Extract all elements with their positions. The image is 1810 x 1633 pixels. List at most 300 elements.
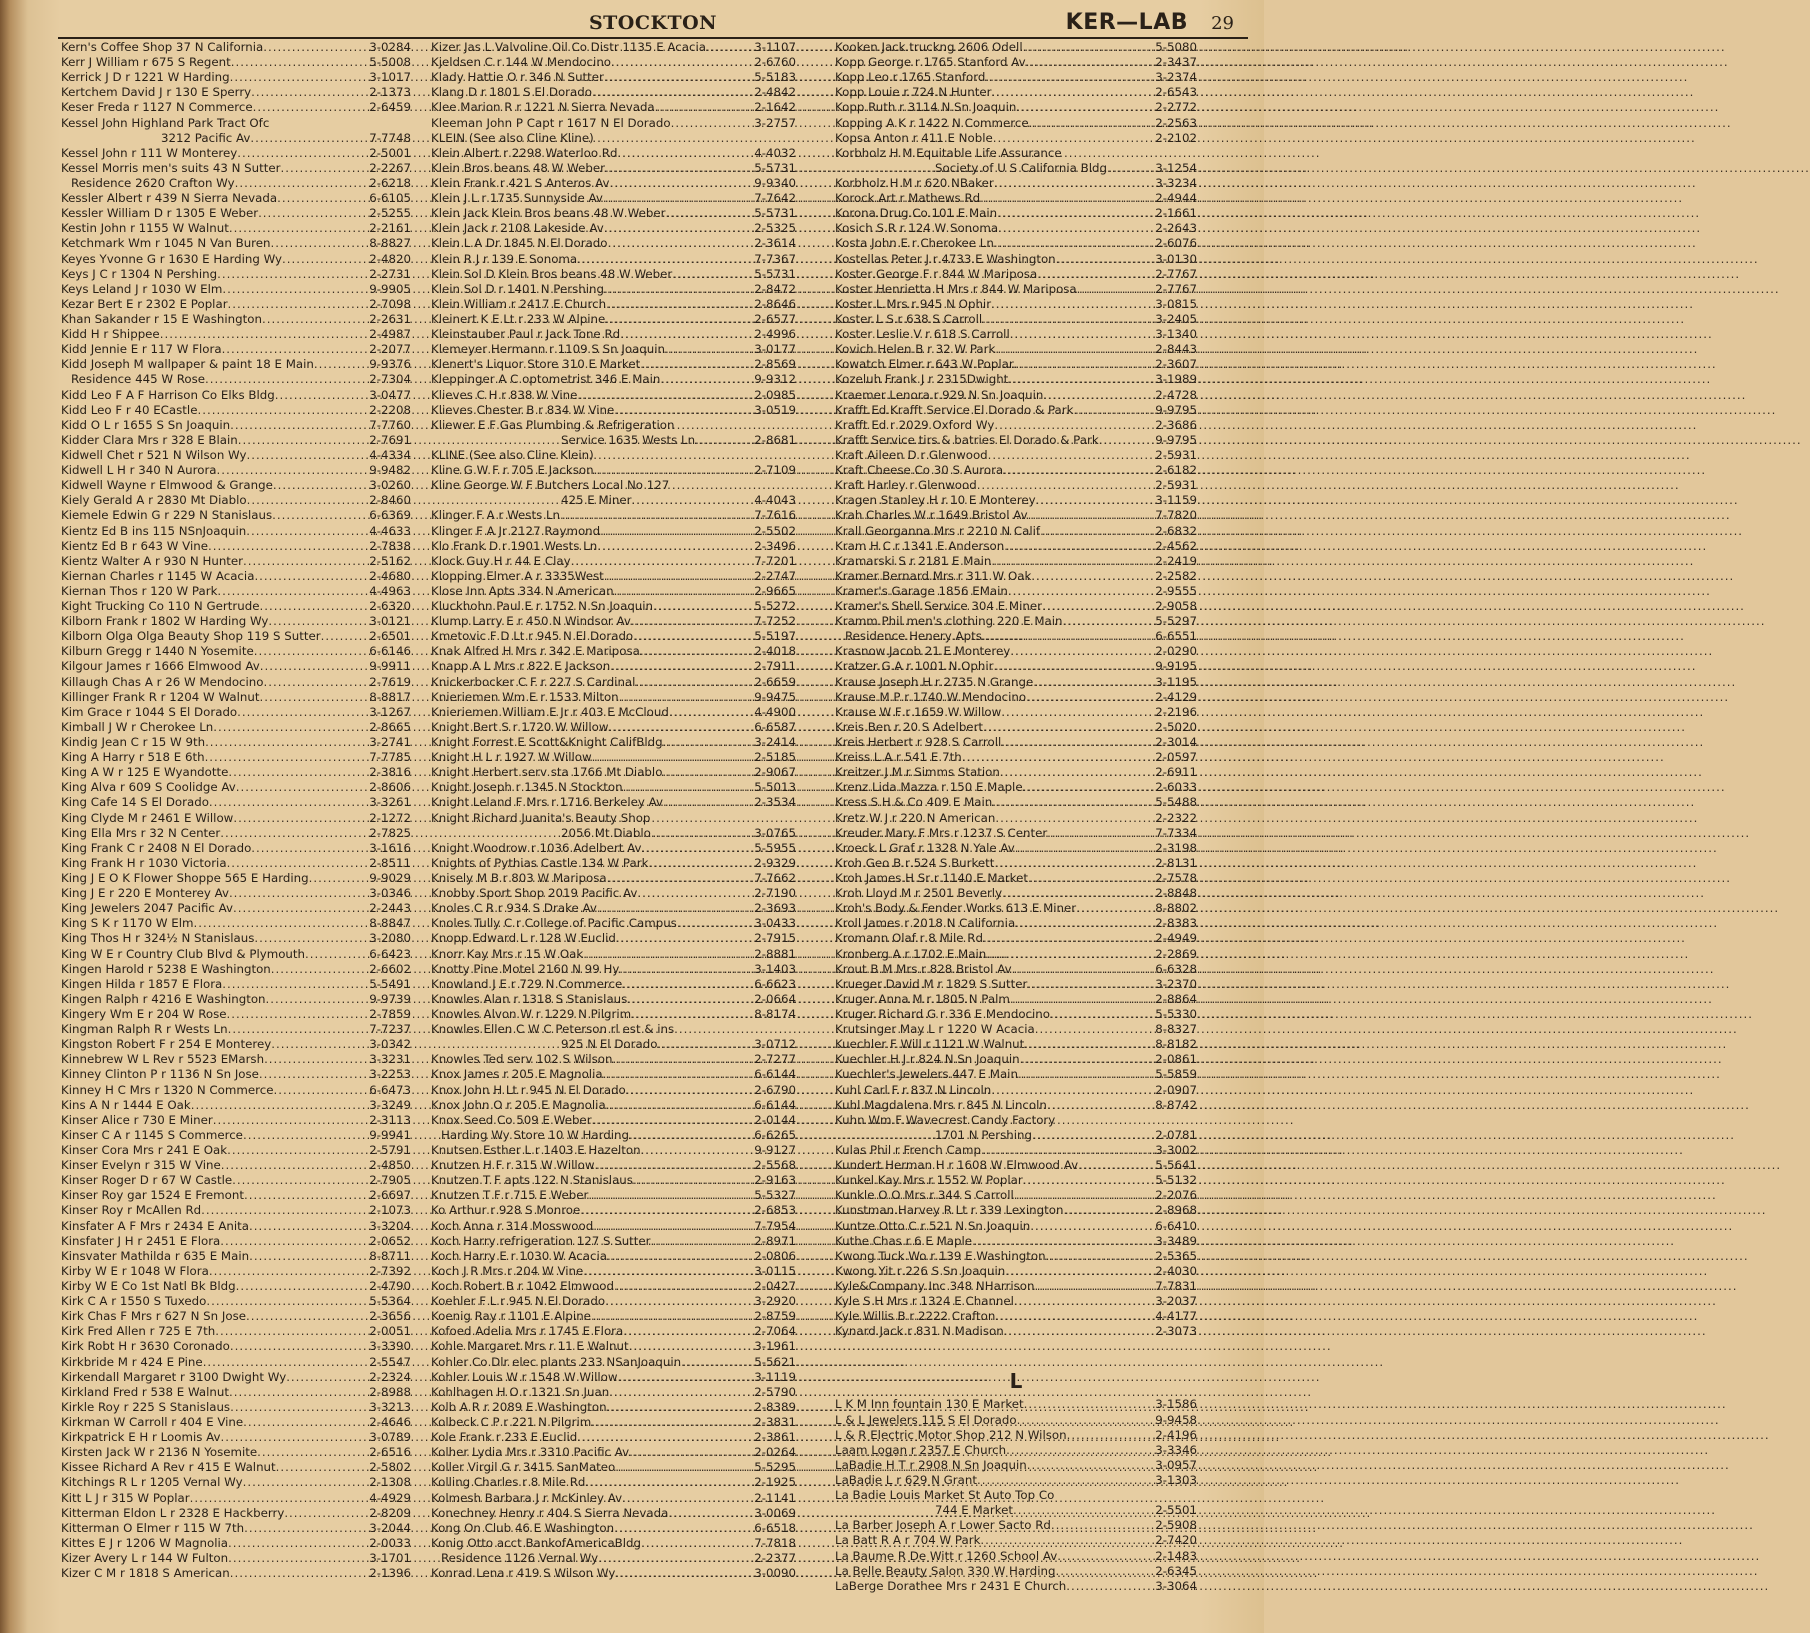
directory-entry	[61, 780, 411, 795]
directory-entry	[431, 1491, 796, 1506]
leader-dots	[604, 221, 754, 236]
leader-dots	[1073, 403, 1154, 418]
phone-number: 8-8711	[369, 1248, 411, 1263]
directory-entry	[835, 644, 1197, 659]
section-letter: L	[1009, 1369, 1023, 1394]
entry-name: King J E O K Flower Shoppe 565 E Harding	[61, 871, 309, 886]
directory-entry	[431, 1445, 796, 1460]
phone-number: 2-5790	[754, 1384, 796, 1399]
leader-dots	[597, 539, 753, 554]
phone-number: 4-4633	[369, 523, 411, 538]
directory-entry	[835, 1397, 1197, 1412]
entry-name: 1701 N Pershing	[935, 1127, 1033, 1142]
entry-name: Kessel John Highland Park Tract Ofc	[61, 115, 270, 130]
entry-name: King Ella Mrs r 32 N Center	[61, 825, 221, 840]
leader-dots	[1051, 1518, 1154, 1533]
entry-name: Krout B M Mrs r 828 Bristol Av	[835, 961, 1012, 976]
leader-dots	[994, 236, 1154, 251]
leader-dots	[233, 811, 368, 826]
leader-dots	[243, 554, 368, 569]
entry-name: King Frank C r 2408 N El Dorado	[61, 840, 252, 855]
directory-entry	[431, 1022, 796, 1037]
phone-number: 3-0284	[369, 40, 411, 54]
directory-entry	[61, 327, 411, 342]
entry-name: Knox James r 205 E Magnolia	[431, 1067, 603, 1082]
directory-entry	[61, 221, 411, 236]
entry-name: Kitchings R L r 1205 Vernal Wy	[61, 1475, 243, 1490]
directory-entry	[431, 780, 796, 795]
directory-entry	[61, 856, 411, 871]
leader-dots	[991, 1083, 1154, 1098]
directory-entry	[431, 811, 796, 826]
leader-dots	[1002, 886, 1154, 901]
leader-dots	[627, 992, 753, 1007]
phone-number: 2-6853	[754, 1203, 796, 1218]
directory-entry	[61, 463, 411, 478]
entry-name: King Jewelers 2047 Pacific Av	[61, 901, 234, 916]
directory-entry	[431, 403, 796, 418]
leader-dots	[1026, 690, 1154, 705]
phone-number: 4-4032	[754, 145, 796, 160]
directory-entry	[61, 584, 411, 599]
phone-number: 2-7420	[1155, 1533, 1197, 1548]
directory-entry	[61, 176, 411, 191]
phone-number: 2-7691	[369, 432, 411, 447]
entry-name: Klein R J r 139 E Sonoma	[431, 251, 578, 266]
entry-name: La Batt R A r 704 W Park	[835, 1533, 981, 1548]
entry-name: Service 1635 Wests Ln	[561, 432, 696, 447]
phone-number: 3-0712	[754, 1037, 796, 1052]
leader-dots	[1037, 267, 1154, 282]
phone-number: 3-3390	[369, 1339, 411, 1354]
leader-dots	[1015, 916, 1154, 931]
entry-name: Kirkpatrick E H r Loomis Av	[61, 1430, 221, 1445]
phone-number: 2-3614	[754, 236, 796, 251]
leader-dots	[244, 1188, 368, 1203]
leader-dots	[230, 1400, 368, 1415]
leader-dots	[632, 493, 754, 508]
directory-entry	[431, 1566, 796, 1581]
leader-dots	[213, 1113, 368, 1128]
entry-name: Krafft Ed r 2029 Oxford Wy	[835, 417, 995, 432]
phone-number: 3-0433	[754, 916, 796, 931]
leader-dots	[206, 1294, 368, 1309]
leader-dots	[1014, 1188, 1154, 1203]
leader-dots	[962, 750, 1154, 765]
phone-number: 3-2374	[1155, 70, 1197, 85]
phone-number: 5-5641	[1155, 1158, 1197, 1173]
entry-name: Kingman Ralph R r Wests Ln	[61, 1022, 228, 1037]
leader-dots	[220, 826, 368, 841]
entry-name: Knowland J E r 729 N Commerce	[431, 976, 623, 991]
phone-number: 3-3231	[369, 1052, 411, 1067]
phone-number: 2-3656	[369, 1309, 411, 1324]
phone-number: 2-1141	[754, 1490, 796, 1505]
entry-name: Knight H L r 1927 W Willow	[431, 750, 592, 765]
leader-dots	[994, 856, 1154, 871]
leader-dots	[1023, 780, 1155, 795]
directory-entry	[835, 146, 1197, 161]
entry-name: Konrad Lena r 419 S Wilson Wy	[431, 1566, 616, 1581]
phone-number: 3-1989	[1155, 372, 1197, 387]
directory-entry	[835, 886, 1197, 901]
phone-number: 2-5185	[754, 750, 796, 765]
directory-entry	[835, 1458, 1197, 1473]
leader-dots	[228, 297, 369, 312]
phone-number: 6-6146	[369, 644, 411, 659]
entry-name: Krause M P r 1740 W Mendocino	[835, 689, 1027, 704]
directory-entry	[835, 524, 1197, 539]
leader-dots	[583, 1264, 753, 1279]
entry-name: Kopp George r 1765 Stanford Av	[835, 55, 1026, 70]
phone-number: 7-7748	[369, 130, 411, 145]
entry-name: Koster L S r 638 S Carroll	[835, 311, 983, 326]
leader-dots	[227, 1007, 369, 1022]
directory-entry	[835, 40, 1197, 55]
entry-name: La Badie Louis Market St Auto Top Co	[835, 1488, 1055, 1503]
directory-entry	[835, 448, 1197, 463]
phone-number: 2-7911	[754, 659, 796, 674]
directory-entry	[835, 388, 1197, 403]
entry-name: Kim Grace r 1044 S El Dorado	[61, 704, 238, 719]
leader-dots	[228, 1022, 369, 1037]
directory-entry	[835, 811, 1197, 826]
phone-number: 2-6033	[1155, 780, 1197, 795]
phone-number: 2-4562	[1155, 538, 1197, 553]
entry-name: Kole Frank r 233 E Euclid	[431, 1430, 578, 1445]
entry-name: LaBadie L r 629 N Grant	[835, 1472, 977, 1487]
leader-dots	[994, 418, 1154, 433]
phone-number: 3-1017	[369, 70, 411, 85]
entry-name: Kizer Jas L Valvoline Oil Co Distr 1135 E Acacia	[431, 40, 706, 54]
entry-name: Knights of Pythias Castle 134 W Park	[431, 855, 649, 870]
phone-number: 2-4680	[369, 568, 411, 583]
directory-entry	[61, 931, 411, 946]
entry-name: Krutsinger May L r 1220 W Acacia	[835, 1022, 1035, 1037]
phone-number: 2-1661	[1155, 206, 1197, 221]
directory-entry	[431, 312, 796, 327]
entry-name: Koenig Ray r 1101 E Alpine	[431, 1309, 591, 1324]
leader-dots	[244, 1521, 368, 1536]
entry-name: Kilborn Frank r 1802 W Harding Wy	[61, 614, 269, 629]
leader-dots	[254, 569, 368, 584]
directory-entry	[431, 1339, 796, 1354]
leader-dots	[648, 856, 753, 871]
phone-number: 2-9329	[754, 855, 796, 870]
directory-entry	[835, 554, 1197, 569]
entry-name: Kilburn Gregg r 1440 N Yosemite	[61, 644, 254, 659]
phone-number: 3-0346	[369, 886, 411, 901]
entry-name: Kroll James r 2018 N California	[835, 916, 1016, 931]
leader-dots	[629, 1445, 753, 1460]
leader-dots	[271, 1037, 368, 1052]
entry-name: Kreis Herbert r 928 S Carroll	[835, 735, 1002, 750]
leader-dots	[591, 1415, 753, 1430]
phone-number: 3-0090	[754, 1566, 796, 1581]
phone-number: 4-4334	[369, 447, 411, 462]
leader-dots	[603, 1067, 754, 1082]
entry-name: Knieriemen Wm E r 1533 Milton	[431, 689, 619, 704]
leader-dots	[262, 312, 368, 327]
leader-dots	[623, 1324, 753, 1339]
phone-number: 2-0664	[754, 991, 796, 1006]
entry-name: Kirk Robt H r 3630 Coronado	[61, 1339, 230, 1354]
entry-name: Residence 1126 Vernal Wy	[441, 1550, 599, 1565]
leader-dots	[1050, 1007, 1154, 1022]
directory-entry	[61, 977, 411, 992]
directory-entry	[835, 871, 1197, 886]
leader-dots	[577, 388, 753, 403]
phone-number: 2-4949	[1155, 931, 1197, 946]
phone-number: 6-6144	[754, 1097, 796, 1112]
directory-entry	[431, 539, 796, 554]
phone-number: 2-6320	[369, 599, 411, 614]
phone-number: 2-7619	[369, 674, 411, 689]
entry-name: Kientz Ed B ins 115 NSnJoaquin	[61, 523, 247, 538]
entry-name: Kiernan Charles r 1145 W Acacia	[61, 568, 255, 583]
phone-number: 2-2563	[1155, 115, 1197, 130]
leader-dots	[677, 916, 753, 931]
directory-entry	[61, 1037, 411, 1052]
leader-dots	[604, 569, 753, 584]
leader-dots	[246, 1309, 368, 1324]
leader-dots	[1029, 116, 1155, 131]
phone-number: 8-8827	[369, 236, 411, 251]
entry-name: Knight Leland F Mrs r 1716 Berkeley Av	[431, 795, 664, 810]
directory-entry	[431, 1113, 796, 1128]
directory-entry	[835, 1219, 1197, 1234]
directory-entry	[431, 1007, 796, 1022]
directory-entry	[835, 584, 1197, 599]
phone-number: 3-0477	[369, 387, 411, 402]
phone-number: 2-5802	[369, 1460, 411, 1475]
directory-entry	[431, 841, 796, 856]
entry-name: Kolbeck C P r 221 N Pilgrim	[431, 1414, 592, 1429]
leader-dots	[1040, 524, 1154, 539]
leader-dots	[1004, 539, 1154, 554]
leader-dots	[613, 1052, 754, 1067]
leader-dots	[205, 750, 369, 765]
entry-name: Ketchmark Wm r 1045 N Van Buren	[61, 236, 271, 251]
directory-entry	[61, 433, 411, 448]
leader-dots	[592, 750, 754, 765]
phone-number: 2-7767	[1155, 281, 1197, 296]
directory-entry	[835, 705, 1197, 720]
phone-number: 2-9555	[1155, 583, 1197, 598]
entry-name: Klose Inn Apts 334 N American	[431, 583, 614, 598]
directory-entry	[835, 539, 1197, 554]
entry-name: Kleinert K E Lt r 233 W Alpine	[431, 311, 606, 326]
directory-entry	[835, 85, 1197, 100]
phone-number: 3-3261	[369, 795, 411, 810]
entry-name: Kramer Bernard Mrs r 311 W Oak	[835, 568, 1032, 583]
phone-number: 2-8209	[369, 1505, 411, 1520]
directory-entry	[431, 1067, 796, 1082]
phone-number: 3-2920	[754, 1294, 796, 1309]
entry-name: Korock Art r Mathews Rd	[835, 191, 981, 206]
directory-entry	[431, 357, 796, 372]
phone-number: 3-2253	[369, 1067, 411, 1082]
phone-number: 3-0342	[369, 1037, 411, 1052]
directory-entry	[431, 1083, 796, 1098]
leader-dots	[1005, 1264, 1154, 1279]
entry-name: Knight Herbert serv sta 1766 Mt Diablo	[431, 765, 663, 780]
leader-dots	[615, 1460, 753, 1475]
leader-dots	[991, 297, 1154, 312]
phone-number: 2-6697	[369, 1188, 411, 1203]
phone-number: 3-1159	[1155, 493, 1197, 508]
phone-number: 3-3249	[369, 1097, 411, 1112]
phone-number: 2-7190	[754, 886, 796, 901]
directory-entry	[431, 1128, 796, 1143]
entry-name: Kohle Margaret Mrs r 11 E Walnut	[431, 1339, 629, 1354]
directory-entry	[61, 1536, 411, 1551]
phone-number: 3-1119	[754, 1369, 796, 1384]
entry-name: Knox Seed Co 509 E Weber	[431, 1112, 592, 1127]
entry-name: Kreitzer J M r Simms Station	[835, 765, 1000, 780]
leader-dots	[651, 826, 753, 841]
directory-entry	[61, 811, 411, 826]
entry-name: Krafft Service tirs & batries El Dorado & Park	[835, 432, 1099, 447]
section-gap	[835, 1339, 1197, 1358]
entry-name: Kuechler H J r 824 N Sn Joaquin	[835, 1052, 1020, 1067]
leader-dots	[609, 720, 754, 735]
directory-entry	[61, 1279, 411, 1294]
leader-dots	[229, 221, 368, 236]
entry-range: KER—LAB	[1065, 10, 1188, 35]
directory-entry	[431, 1460, 796, 1475]
leader-dots	[609, 1385, 753, 1400]
entry-name: Knowles Alvon W r 1229 N Pilgrim	[431, 1007, 632, 1021]
directory-entry	[431, 1430, 796, 1445]
phone-number: 7-7642	[754, 191, 796, 206]
entry-name: Knutsen Esther L r 1403 E Hazelton	[431, 1142, 641, 1157]
directory-entry	[61, 493, 411, 508]
phone-number: 2-4790	[369, 1278, 411, 1293]
entry-name: Kiely Gerald A r 2830 Mt Diablo	[61, 493, 247, 508]
entry-name: Killaugh Chas A r 26 W Mendocino	[61, 674, 264, 689]
entry-name: Kirk Chas F Mrs r 627 N Sn Jose	[61, 1309, 247, 1324]
directory-entry	[61, 40, 411, 55]
phone-number: 2-7825	[369, 825, 411, 840]
directory-entry	[431, 1385, 796, 1400]
directory-entry	[61, 659, 411, 674]
directory-entry	[431, 508, 796, 523]
leader-dots	[665, 206, 753, 221]
leader-dots	[622, 1491, 753, 1506]
leader-dots	[681, 1355, 753, 1370]
directory-entry	[61, 1566, 411, 1581]
entry-name: Kirby W E Co 1st Natl Bk Bldg	[61, 1278, 236, 1293]
phone-number: 5-5013	[754, 780, 796, 795]
entry-name: Kolling Charles r 8 Mile Rd	[431, 1475, 586, 1490]
entry-name: Koch Harry refrigeration 127 S Sutter	[431, 1233, 651, 1248]
entry-name: Knowles Ellen C W C Peterson rl est & ins	[431, 1022, 675, 1037]
leader-dots	[983, 720, 1154, 735]
directory-entry	[835, 1158, 1197, 1173]
leader-dots	[209, 795, 368, 810]
phone-number: 3-0177	[754, 342, 796, 357]
leader-dots	[1036, 493, 1155, 508]
leader-dots	[595, 1158, 754, 1173]
entry-name: Kimball J W r Cherokee Ln	[61, 719, 214, 734]
directory-entry	[61, 70, 411, 85]
directory-entry	[61, 1430, 411, 1445]
leader-dots	[1016, 100, 1154, 115]
entry-name: Kirkendall Margaret r 3100 Dwight Wy	[61, 1369, 287, 1384]
entry-name: Kyle&Company Inc 348 NHarrison	[835, 1278, 1035, 1293]
directory-entry	[61, 131, 411, 146]
directory-entry	[431, 463, 796, 478]
leader-dots	[657, 1037, 753, 1052]
phone-number: 8-8802	[1155, 901, 1197, 916]
directory-entry	[835, 161, 1197, 176]
phone-number: 2-2267	[369, 160, 411, 175]
leader-dots	[1004, 1324, 1155, 1339]
leader-dots	[977, 478, 1155, 493]
phone-number: 2-8131	[1155, 855, 1197, 870]
leader-dots	[277, 191, 368, 206]
entry-name: Kramer's Shell Service 304 E Miner	[835, 599, 1042, 614]
leader-dots	[1063, 1203, 1154, 1218]
leader-dots	[631, 614, 753, 629]
entry-name: Keser Freda r 1127 N Commerce	[61, 100, 253, 115]
phone-number: 2-1373	[369, 85, 411, 100]
phone-number: 2-7859	[369, 1007, 411, 1021]
leader-dots	[221, 1158, 368, 1173]
entry-name: Kostellas Peter J r 4733 E Washington	[835, 251, 1056, 266]
phone-number: 3-3064	[1155, 1578, 1197, 1593]
entry-name: Korbholz H M Equitable Life Assurance	[835, 145, 1062, 160]
leader-dots	[660, 372, 753, 387]
directory-entry	[61, 1219, 411, 1234]
directory-entry	[431, 1506, 796, 1521]
phone-number: 2-2077	[369, 342, 411, 357]
leader-dots	[272, 508, 368, 523]
directory-entry	[431, 388, 796, 403]
directory-entry	[835, 675, 1197, 690]
leader-dots	[600, 524, 753, 539]
leader-dots	[591, 1309, 753, 1324]
directory-entry	[431, 569, 796, 584]
directory-entry	[835, 659, 1197, 674]
phone-number: 2-3113	[369, 1112, 411, 1127]
leader-dots	[1042, 599, 1154, 614]
phone-number: 7-7237	[369, 1022, 411, 1037]
leader-dots	[640, 357, 753, 372]
phone-number: 2-8881	[754, 946, 796, 961]
leader-dots	[220, 1234, 368, 1249]
entry-name: KLINE (See also Cline Klein)	[431, 447, 594, 462]
entry-name: Kestin John r 1155 W Walnut	[61, 221, 229, 236]
leader-dots	[1023, 1173, 1154, 1188]
directory-entry	[61, 55, 411, 70]
phone-number: 3-0519	[754, 402, 796, 417]
phone-number: 3-1961	[754, 1339, 796, 1354]
entry-name: Kopp Louie r 724 N Hunter	[835, 85, 992, 100]
leader-dots	[629, 1128, 753, 1143]
directory-entry	[835, 856, 1197, 871]
phone-number: 3-1701	[369, 1550, 411, 1565]
entry-name: Kirk C A r 1550 S Tuxedo	[61, 1294, 207, 1309]
entry-name: Kinsfater A F Mrs r 2434 E Anita	[61, 1218, 250, 1233]
entry-name: Kirkman W Carroll r 404 E Vine	[61, 1414, 244, 1429]
phone-number: 2-7277	[754, 1052, 796, 1067]
phone-number: 2-4944	[1155, 191, 1197, 206]
directory-entry	[431, 1294, 796, 1309]
entry-name: Klenert's Liquor Store 310 E Market	[431, 357, 641, 372]
leader-dots	[1024, 1037, 1154, 1052]
